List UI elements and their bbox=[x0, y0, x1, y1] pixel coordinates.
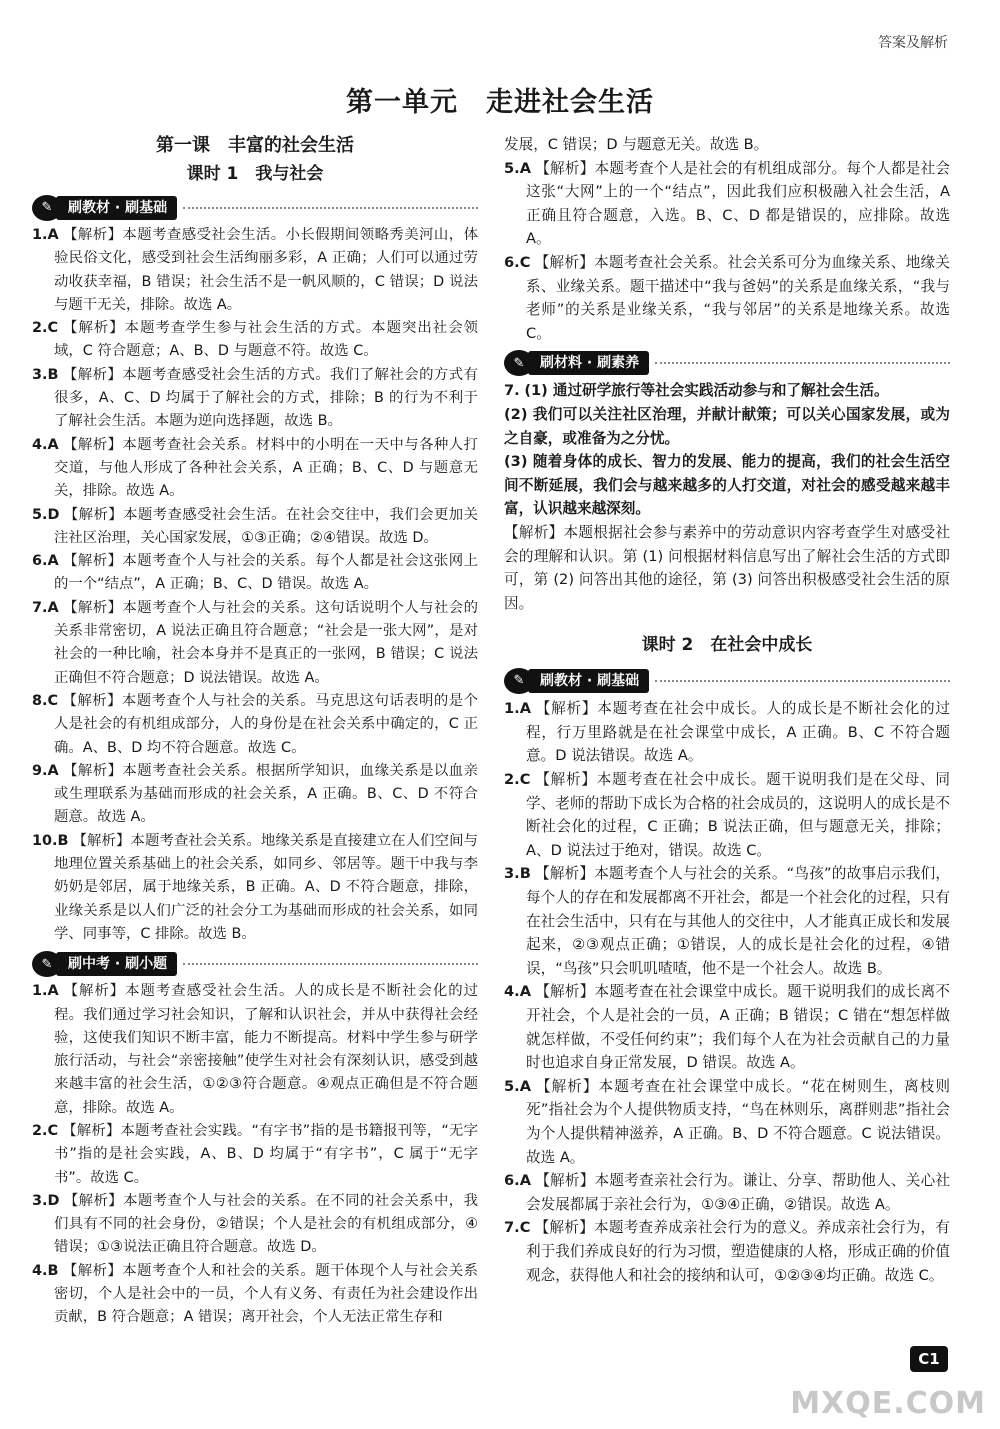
answer-letter: A bbox=[47, 762, 59, 779]
answer-item bbox=[32, 317, 478, 364]
answer-item bbox=[32, 434, 478, 504]
answer-item bbox=[504, 980, 950, 1074]
answer-explanation: 【解析】本题考查个人与社会的关系。每个人都是社会这张网上的一个“结点”，A 正确；B、C、D 错误。故选 A。 bbox=[54, 553, 478, 593]
answer-explanation: 【解析】本题考查感受社会生活。小长假期间领略秀美河山，体验民俗文化，感受到社会生活绚丽多彩，A 正确；人们可以通过劳动收获幸福，B 错误；社会生活不是一帆风顺的，C 错误；D 说法与题干无关，排除。故选 A。 bbox=[54, 227, 478, 313]
answer-explanation: 【解析】本题考查个人与社会的关系。“鸟孩”的故事启示我们，每个人的存在和发展都离不开社会，都是一个社会化的过程，只有在社会生活中，只有在与其他人的交往中，人才能真正成长和发展起来，②③观点正确；①错误，人的成长是社会化的过程，④错误，“鸟孩”只会叽叽喳喳，他不是一个社会人。故选 B。 bbox=[526, 865, 950, 977]
answer-letter: A bbox=[519, 1172, 531, 1190]
answer-item bbox=[32, 1120, 478, 1190]
answer-explanation: 【解析】本题考查在社会中成长。人的成长是不断社会化的过程，行万里路就是在社会课堂中成长，A 正确。B、C 不符合题意。D 说法错误。故选 A。 bbox=[526, 700, 950, 765]
answer-line: (2) 我们可以关注社区治理，并献计献策；可以关心国家发展，或为之自豪，或准备为之分忧。 bbox=[504, 405, 950, 447]
period-title: 课时 2 在社会中成长 bbox=[641, 635, 813, 656]
question-number: 6. bbox=[504, 253, 520, 271]
section-band-label: 刷教材 · 刷基础 bbox=[528, 669, 649, 693]
book-icon: ✎ bbox=[32, 951, 62, 977]
question-number: 9. bbox=[32, 762, 48, 779]
question-number: 6. bbox=[504, 1172, 520, 1190]
question-number: 3. bbox=[504, 865, 520, 883]
question-number: 4. bbox=[504, 983, 520, 1001]
answer-explanation: 【解析】本题考查社会关系。材料中的小明在一天中与各种人打交道，与他人形成了各种社会关系，A 正确；B、C、D 与题意无关，排除。故选 A。 bbox=[54, 436, 478, 500]
right-column bbox=[504, 133, 950, 1287]
answer-item bbox=[32, 830, 478, 946]
header-tag: 答案及解析 bbox=[878, 35, 948, 51]
section-band-material bbox=[504, 349, 950, 377]
answer-letter: C bbox=[47, 1122, 59, 1139]
answer-item bbox=[504, 1169, 950, 1216]
answer-letter: C bbox=[519, 253, 531, 271]
answer-explanation: 【解析】本题考查学生参与社会生活的方式。本题突出社会领域，C 符合题意；A、B、D 与题意不符。故选 C。 bbox=[54, 320, 478, 360]
book-icon: ✎ bbox=[504, 350, 534, 376]
unit-title: 第一单元 走进社会生活 bbox=[346, 87, 654, 118]
lesson-title: 第一课 丰富的社会生活 bbox=[156, 135, 354, 156]
answer-list bbox=[504, 157, 950, 346]
answer-item bbox=[32, 364, 478, 434]
answer-explanation: 【解析】本题考查社会关系。社会关系可分为血缘关系、地缘关系、业缘关系。题干描述中“我与爸妈”的关系是血缘关系，“我与老师”的关系是业缘关系，“我与邻居”的关系是地缘关系。故选 C。 bbox=[526, 253, 950, 342]
section-band-label: 刷教材 · 刷基础 bbox=[56, 196, 177, 220]
answer-item bbox=[32, 224, 478, 317]
dotted-divider bbox=[655, 362, 950, 364]
section-band-exam bbox=[32, 950, 478, 978]
answer-explanation: 【解析】本题考查在社会课堂中成长。题干说明我们的成长离不开社会，个人是社会的一员，A 正确；B 错误；C 错在“想怎样做就怎样做，不受任何约束”；我们每个人在为社会贡献自己的力量时也追求自身正常发展，D 错误。故选 A。 bbox=[526, 983, 950, 1072]
answer-item bbox=[32, 597, 478, 690]
question-number: 5. bbox=[504, 159, 520, 177]
answer-item bbox=[32, 980, 478, 1120]
answer-item bbox=[504, 697, 950, 768]
answer-explanation: 【解析】本题考查养成亲社会行为的意义。养成亲社会行为，有利于我们养成良好的行为习惯，塑造健康的人格，形成正确的价值观念，获得他人和社会的接纳和认可，①②③④均正确。故选 C。 bbox=[526, 1219, 950, 1284]
answer-line: (3) 随着身体的成长、智力的发展、能力的提高，我们的社会生活空间不断延展，我们会与越来越多的人打交道，对社会的感受越来越丰富，认识越来越深刻。 bbox=[504, 453, 950, 518]
answer-item bbox=[504, 157, 950, 251]
question-number: 1. bbox=[32, 227, 48, 243]
question-number: 1. bbox=[504, 700, 520, 718]
answer-item bbox=[32, 690, 478, 760]
answer-item bbox=[32, 1260, 478, 1330]
answer-letter: A bbox=[519, 1077, 531, 1095]
answer-letter: A bbox=[47, 983, 59, 1000]
answer-explanation: 【解析】本题考查个人是社会的有机组成部分。每个人都是社会这张“大网”上的一个“结点”，因此我们应积极融入社会生活，A 正确且符合题意，入选。B、C、D 都是错误的，应排除。故选 A。 bbox=[526, 159, 950, 248]
answer-letter: D bbox=[47, 506, 60, 523]
answer-letter: B bbox=[519, 865, 531, 883]
question-number: 5. bbox=[504, 1077, 520, 1095]
dotted-divider bbox=[655, 680, 950, 682]
answer-item bbox=[504, 768, 950, 862]
period-title: 课时 1 我与社会 bbox=[186, 164, 324, 184]
question-number: 4. bbox=[32, 1262, 48, 1279]
answer-explanation: 【解析】本题考查个人与社会的关系。在不同的社会关系中，我们具有不同的社会身份，②错误；个人是社会的有机组成部分，④错误；①③说法正确且符合题意。故选 D。 bbox=[54, 1192, 478, 1256]
continued-text: 发展，C 错误；D 与题意无关。故选 B。 bbox=[504, 136, 769, 153]
answer-letter: C bbox=[47, 692, 59, 709]
question-number: 2. bbox=[504, 771, 520, 789]
answer-letter: A bbox=[519, 983, 531, 1001]
answer-letter: B bbox=[47, 366, 59, 383]
answer-letter: A bbox=[519, 700, 531, 718]
answer-letter: A bbox=[47, 436, 59, 453]
dotted-divider bbox=[183, 963, 478, 965]
answer-list bbox=[32, 224, 478, 946]
page-number-badge: C1 bbox=[910, 1346, 948, 1372]
question-number: 2. bbox=[32, 1122, 48, 1139]
section-band-textbook bbox=[32, 194, 478, 222]
section-band-label: 刷材料 · 刷素养 bbox=[528, 351, 649, 375]
watermark: MXQE.COM bbox=[790, 1386, 986, 1421]
answer-item bbox=[32, 550, 478, 597]
answer-letter: C bbox=[519, 1219, 531, 1237]
answer-letter: A bbox=[47, 599, 59, 616]
answer-line: (1) 通过研学旅行等社会实践活动参与和了解社会生活。 bbox=[524, 382, 889, 400]
answer-explanation: 【解析】本题考查亲社会行为。谦让、分享、帮助他人、关心社会发展都属于亲社会行为，①③④正确，②错误。故选 A。 bbox=[526, 1172, 950, 1213]
answer-letter: A bbox=[47, 553, 59, 570]
analysis-text: 【解析】本题根据社会参与素养中的劳动意识内容考查学生对感受社会的理解和认识。第 (1) 问根据材料信息写出了解社会生活的方式即可，第 (2) 问答出其他的途径，第 (3) 问答出积极感受社会生活的原因。 bbox=[504, 523, 950, 612]
question-number: 4. bbox=[32, 436, 48, 453]
answer-item bbox=[504, 251, 950, 345]
answer-item bbox=[504, 862, 950, 980]
answer-item bbox=[504, 1216, 950, 1287]
answer-explanation: 【解析】本题考查个人与社会的关系。这句话说明个人与社会的关系非常密切，A 说法正确且符合题意；“社会是一张大网”，是对社会的一种比喻，社会本身并不是真正的一张网，B 错误；C 说法正确但不符合题意；D 说法错误。故选 A。 bbox=[54, 599, 478, 686]
question-number: 3. bbox=[32, 366, 48, 383]
answer-explanation: 【解析】本题考查社会实践。“有字书”指的是书籍报刊等，“无字书”指的是社会实践，A、B、D 均属于“有字书”，C 属于“无字书”。故选 C。 bbox=[54, 1122, 478, 1186]
question-number: 2. bbox=[32, 320, 48, 337]
answer-explanation: 【解析】本题考查社会关系。根据所学知识，血缘关系是以血亲或生理联系为基础而形成的社会关系，A 正确。B、C、D 不符合题意。故选 A。 bbox=[54, 762, 478, 826]
question-number: 7. bbox=[504, 1219, 520, 1237]
question-number: 7. bbox=[504, 382, 520, 400]
answer-item bbox=[32, 760, 478, 830]
answer-explanation: 【解析】本题考查感受社会生活的方式。我们了解社会的方式有很多，A、C、D 均属于了解社会的方式，排除；B 的行为不利于了解社会生活。本题为逆向选择题，故选 B。 bbox=[54, 366, 478, 430]
answer-item bbox=[504, 1075, 950, 1169]
answer-explanation: 【解析】本题考查个人与社会的关系。马克思这句话表明的是个人是社会的有机组成部分，人的身份是在社会关系中确定的，C 正确。A、B、D 均不符合题意。故选 C。 bbox=[54, 692, 478, 756]
question-number: 3. bbox=[32, 1192, 48, 1209]
question-number: 6. bbox=[32, 553, 48, 570]
answer-item bbox=[32, 504, 478, 551]
answer-letter: B bbox=[57, 832, 69, 849]
answer-letter: A bbox=[519, 159, 531, 177]
answer-letter: A bbox=[47, 227, 59, 243]
dotted-divider bbox=[183, 207, 478, 209]
question-number: 5. bbox=[32, 506, 48, 523]
question-number: 10. bbox=[32, 832, 58, 849]
question-number: 8. bbox=[32, 692, 48, 709]
answer-letter: D bbox=[47, 1192, 60, 1209]
answer-letter: C bbox=[47, 320, 59, 337]
answer-explanation: 【解析】本题考查个人和社会的关系。题干体现个人与社会关系密切，个人是社会中的一员，个人有义务、有责任为社会建设作出贡献，B 符合题意；A 错误；离开社会，个人无法正常生存和 bbox=[54, 1262, 478, 1326]
answer-item bbox=[32, 1190, 478, 1260]
answer-item-q7 bbox=[504, 379, 950, 403]
section-band-label: 刷中考 · 刷小题 bbox=[56, 952, 177, 976]
question-number: 7. bbox=[32, 599, 48, 616]
answer-explanation: 【解析】本题考查社会关系。地缘关系是直接建立在人们空间与地理位置关系基础上的社会关系，如同乡、邻居等。题干中我与李奶奶是邻居，属于地缘关系，B 正确。A、D 不符合题意，排除，业缘关系是以人们广泛的社会分工为基础而形成的社会关系，如同学、同事等，C 排除。故选 B。 bbox=[54, 832, 478, 942]
answer-explanation: 【解析】本题考查在社会课堂中成长。“花在树则生，离枝则死”指社会为个人提供物质支持，“鸟在林则乐，离群则悲”指社会为个人提供精神滋养，A 正确。B、D 不符合题意。C 说法错误。故选 A。 bbox=[526, 1077, 950, 1166]
left-column bbox=[32, 132, 478, 1330]
answer-explanation: 【解析】本题考查在社会中成长。题干说明我们是在父母、同学、老师的帮助下成长为合格的社会成员的，这说明人的成长是不断社会化的过程，C 正确；B 说法正确，但与题意无关，排除；A、D 说法过于绝对，错误。故选 C。 bbox=[526, 771, 950, 859]
book-icon: ✎ bbox=[504, 668, 534, 694]
answer-letter: C bbox=[519, 771, 531, 789]
answer-list bbox=[32, 980, 478, 1329]
answer-explanation: 【解析】本题考查感受社会生活。人的成长是不断社会化的过程。我们通过学习社会知识，了解和认识社会，并从中获得社会经验，这使我们知识不断丰富，能力不断提高。材料中学生参与研学旅行活动，与社会“亲密接触”使学生对社会有深刻认识，感受到越来越丰富的社会生活，①②③符合题意。④观点正确但是不符合题意，排除。故选 A。 bbox=[54, 983, 478, 1116]
answer-list bbox=[504, 697, 950, 1287]
answer-explanation: 【解析】本题考查感受社会生活。在社会交往中，我们会更加关注社区治理，关心国家发展，①③正确；②④错误。故选 D。 bbox=[54, 506, 478, 546]
book-icon: ✎ bbox=[32, 195, 62, 221]
answer-letter: B bbox=[47, 1262, 59, 1279]
question-number: 1. bbox=[32, 983, 48, 1000]
section-band-textbook bbox=[504, 667, 950, 695]
